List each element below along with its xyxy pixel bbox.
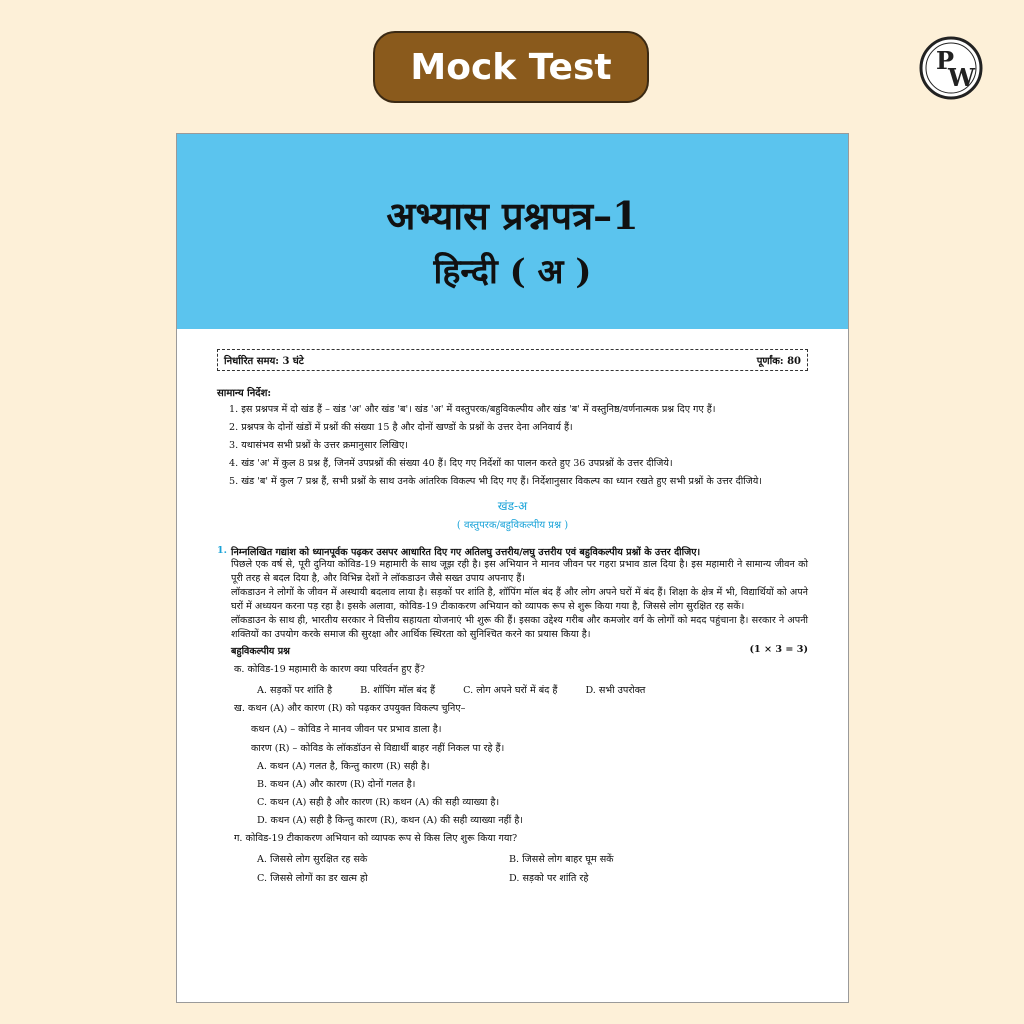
- time-marks-box: [217, 349, 808, 371]
- instructions-heading: सामान्य निर्देश:: [217, 388, 272, 399]
- option: C. जिससे लोगों का डर खत्म हो: [257, 873, 368, 884]
- instruction-item: 4. खंड 'अ' में कुल 8 प्रश्न हैं, जिनमें उपप्रश्नों की संख्या 40 हैं। दिए गए निर्देशों का पालन करते हुए 36 उपप्रश्नों के उत्तर दीजिये।: [229, 458, 673, 469]
- time-allowed: निर्धारित समय: 3 घंटे: [224, 356, 304, 367]
- question-1: [217, 545, 808, 884]
- option: B. जिससे लोग बाहर घूम सकें: [509, 854, 614, 865]
- option: A. जिससे लोग सुरक्षित रह सके: [257, 854, 368, 865]
- pw-logo: [919, 36, 983, 100]
- question-paper-page: [176, 133, 849, 1003]
- option: D. कथन (A) सही है किन्तु कारण (R), कथन (A) की सही व्याख्या नहीं है।: [257, 815, 524, 826]
- section-type: ( वस्तुपरक/बहुविकल्पीय प्रश्न ): [456, 520, 569, 531]
- instruction-item: 3. यथासंभव सभी प्रश्नों के उत्तर क्रमानुसार लिखिए।: [229, 440, 408, 451]
- question-text: निम्नलिखित गद्यांश को ध्यानपूर्वक पढ़कर उसपर आधारित दिए गए अतिलघु उत्तरीय/लघु उत्तरीय एवं बहुविकल्पीय प्रश्नों के उत्तर दीजिए।: [231, 547, 701, 558]
- option: A. कथन (A) गलत है, किन्तु कारण (R) सही है।: [257, 761, 430, 772]
- section-name: खंड-अ: [497, 499, 528, 513]
- passage-paragraph: पिछले एक वर्ष से, पूरी दुनिया कोविड-19 महामारी के साथ जूझ रही है। इस अभियान ने मानव जीवन पर गहरा प्रभाव डाल दिया है। इस महामारी ने सामान्य जीवन को पूरी तरह से बदल दिया है, और विभिन्न देशों ने लॉकडाउन जैसे सख्त उपाय अपनाए हैं।: [231, 559, 808, 584]
- subquestion-ga: ग. कोविड-19 टीकाकरण अभियान को व्यापक रूप से किस लिए शुरू किया गया?: [234, 833, 518, 844]
- option: C. कथन (A) सही है और कारण (R) कथन (A) की सही व्याख्या है।: [257, 797, 500, 808]
- option: B. शॉपिंग मॉल बंद हैं: [360, 685, 436, 696]
- subquestion-ka: क. कोविड-19 महामारी के कारण क्या परिवर्तन हुए हैं?: [234, 664, 425, 675]
- title-banner: [177, 134, 848, 329]
- mcq-header: [231, 644, 808, 657]
- option: D. सड़को पर शांति रहे: [509, 873, 589, 884]
- logo-letter-w: W: [948, 63, 975, 92]
- section-header: [217, 497, 808, 531]
- options-ka: [257, 683, 808, 696]
- instructions-list: [217, 403, 808, 489]
- option: D. सभी उपरोक्त: [585, 685, 646, 696]
- passage-paragraph: लॉकडाउन के साथ ही, भारतीय सरकार ने वित्तीय सहायता योजनाएं भी शुरू की हैं। इसका उद्देश्य गरीब और कमजोर वर्ग के लोगों को मदद पहुंचाना है। सरकार ने अपनी शक्तियों का उपयोग करके समाज की सुरक्षा और आर्थिक स्थिरता को सुनिश्चित करने का प्रयास किया है।: [231, 615, 808, 640]
- instruction-item: 1. इस प्रश्नपत्र में दो खंड हैं – खंड 'अ' और खंड 'ब'। खंड 'अ' में वस्तुपरक/बहुविकल्पीय और खंड 'ब' में वस्तुनिष्ठ/वर्णनात्मक प्रश्न दिए गए हैं।: [229, 404, 716, 415]
- option: A. सड़कों पर शांति है: [257, 685, 333, 696]
- paper-title: अभ्यास प्रश्नपत्र–1: [386, 192, 639, 238]
- paper-subject: हिन्दी ( अ ): [433, 251, 592, 292]
- mock-test-badge: Mock Test: [373, 31, 649, 103]
- passage-paragraph: लॉकडाउन ने लोगों के जीवन में अस्थायी बदलाव लाया है। सड़कों पर शांति है, शॉपिंग मॉल बंद हैं और लोग अपने घरों में बंद हैं। शिक्षा के क्षेत्र में भी, विद्यार्थियों को अपने घरों में अध्ययन करना पड़ रहा है। इसके अलावा, कोविड-19 टीकाकरण अभियान को व्यापक रूप से शुरू किया गया है, जिससे लोग सुरक्षित रह सकें।: [231, 587, 808, 612]
- assertion: कथन (A) – कोविड ने मानव जीवन पर प्रभाव डाला है।: [251, 724, 442, 735]
- reason: कारण (R) – कोविड के लॉकडॉउन से विद्यार्थी बाहर नहीं निकल पा रहे हैं।: [251, 743, 505, 754]
- instruction-item: 5. खंड 'ब' में कुल 7 प्रश्न हैं, सभी प्रश्नों के साथ उनके आंतरिक विकल्प भी दिए गए हैं। निर्देशानुसार विकल्प का ध्यान रखते हुए सभी प्रश्नों के उत्तर दीजिये।: [229, 476, 762, 487]
- logo-letter-p: P: [936, 46, 955, 75]
- question-number: 1.: [217, 545, 228, 556]
- mcq-heading: बहुविकल्पीय प्रश्न: [231, 646, 290, 657]
- instruction-item: 2. प्रश्नपत्र के दोनों खंडों में प्रश्नों की संख्या 15 है और दोनों खण्डों के प्रश्नों के उत्तर देना अनिवार्य हैं।: [229, 422, 573, 433]
- subquestion-kha: ख. कथन (A) और कारण (R) को पढ़कर उपयुक्त विकल्प चुनिए–: [234, 703, 466, 714]
- options-ga: [257, 852, 808, 884]
- option: C. लोग अपने घरों में बंद हैं: [463, 685, 558, 696]
- mcq-marks: (1 × 3 = 3): [749, 644, 808, 655]
- total-marks: पूर्णांक: 80: [756, 356, 801, 367]
- option: B. कथन (A) और कारण (R) दोनों गलत है।: [257, 779, 416, 790]
